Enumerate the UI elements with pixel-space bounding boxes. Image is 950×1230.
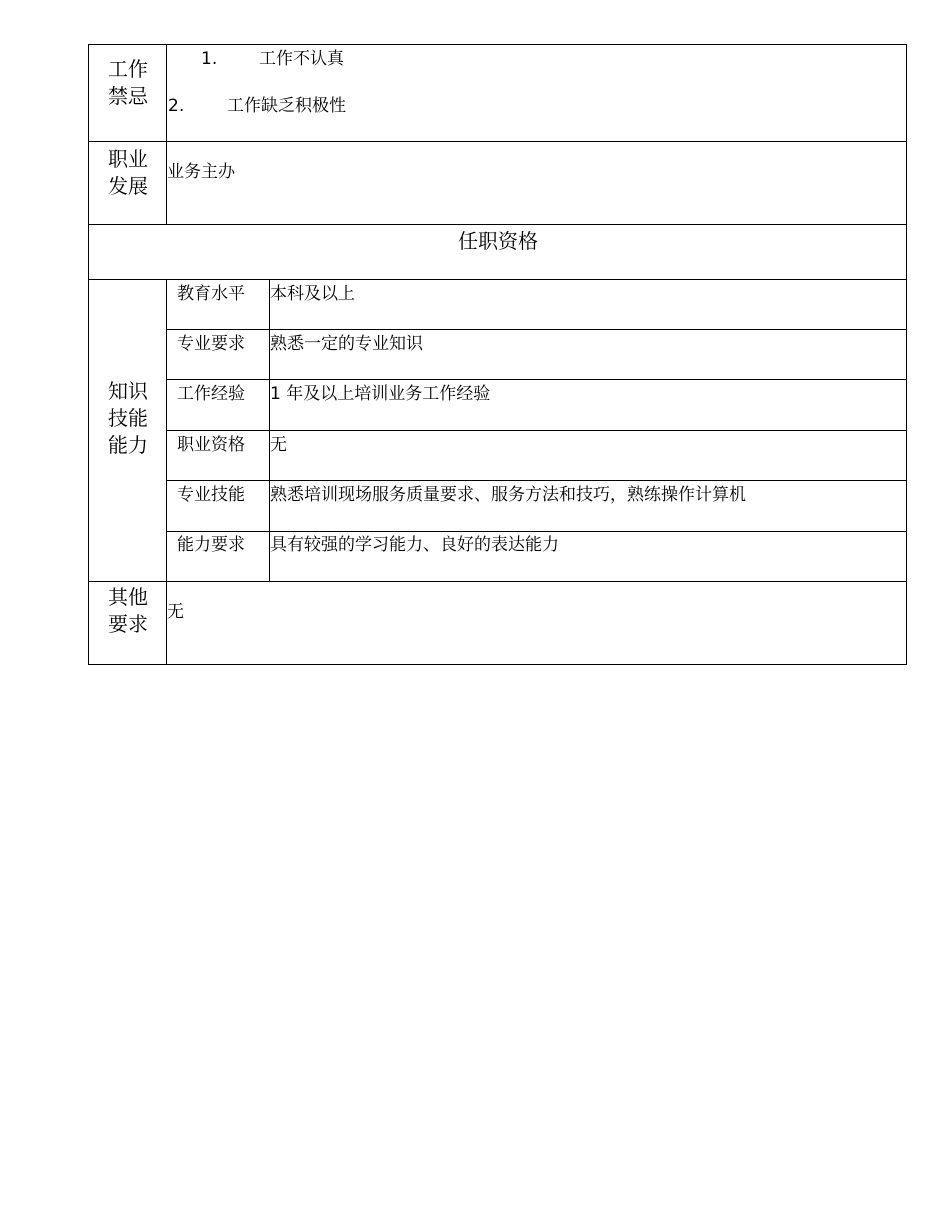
skills-value: 熟悉培训现场服务质量要求、服务方法和技巧，熟练操作计算机	[270, 485, 746, 505]
education-label: 教育水平	[177, 284, 245, 304]
taboo-item-1-text: 工作不认真	[259, 49, 344, 69]
ability-value: 具有较强的学习能力、良好的表达能力	[270, 535, 559, 555]
taboo-label: 工作 禁忌	[108, 57, 148, 108]
row-divider-major	[167, 379, 907, 380]
experience-label: 工作经验	[177, 384, 245, 404]
other-value: 无	[167, 602, 184, 622]
row-divider-taboo	[89, 141, 907, 142]
certification-label: 职业资格	[177, 435, 245, 455]
taboo-item-2-number: 2.	[168, 96, 185, 116]
major-value: 熟悉一定的专业知识	[270, 334, 423, 354]
taboo-item-1-number: 1.	[201, 49, 218, 69]
row-divider-education	[167, 329, 907, 330]
row-divider-certification	[167, 480, 907, 481]
experience-value: 1 年及以上培训业务工作经验	[270, 384, 491, 404]
taboo-item-2-text: 工作缺乏积极性	[227, 96, 346, 116]
qualification-header: 任职资格	[458, 229, 538, 253]
row-divider-qualification	[89, 279, 907, 280]
knowledge-label: 知识 技能 能力	[108, 379, 148, 457]
career-value: 业务主办	[167, 162, 235, 182]
row-divider-knowledge	[89, 581, 907, 582]
major-label: 专业要求	[177, 334, 245, 354]
certification-value: 无	[270, 435, 287, 455]
job-requirements-table	[88, 44, 907, 665]
skills-label: 专业技能	[177, 485, 245, 505]
row-divider-experience	[167, 430, 907, 431]
row-divider-career	[89, 224, 907, 225]
ability-label: 能力要求	[177, 535, 245, 555]
row-divider-skills	[167, 531, 907, 532]
career-label: 职业 发展	[108, 147, 148, 198]
education-value: 本科及以上	[270, 284, 355, 304]
other-label: 其他 要求	[108, 585, 148, 636]
